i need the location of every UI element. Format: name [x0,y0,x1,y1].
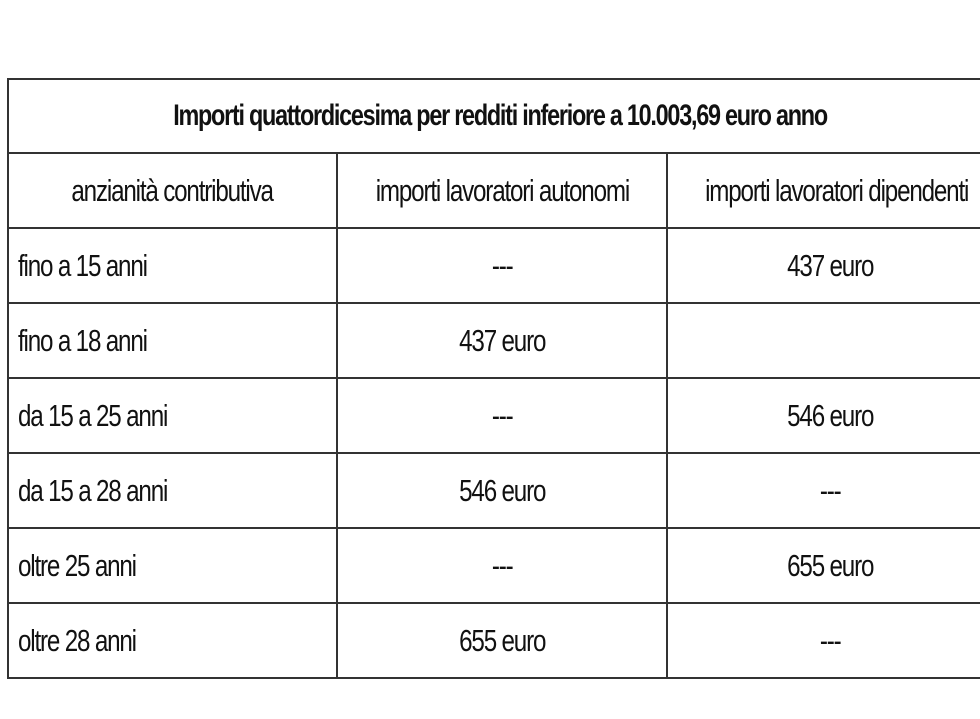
dipendenti-cell [667,303,980,378]
autonomi-cell [337,303,667,378]
header-cell-dipendenti [667,153,980,228]
row-label: da 15 a 25 anni [18,397,168,433]
table-title: Importi quattordicesima per redditi inferiore a 10.003,69 euro anno [173,99,828,132]
table-row [8,303,980,378]
row-label-cell [8,378,337,453]
autonomi-cell [337,228,667,303]
table-row [8,228,980,303]
dipendenti-value: 437 euro [786,247,874,283]
table-title-row [8,79,980,153]
table-row [8,603,980,678]
table-row [8,528,980,603]
autonomi-value: 546 euro [458,472,546,508]
table-header-row [8,153,980,228]
dipendenti-value: --- [819,472,841,508]
dipendenti-value: 546 euro [786,397,874,433]
row-label: fino a 18 anni [18,322,147,358]
dipendenti-value: 655 euro [786,547,874,583]
dipendenti-cell [667,528,980,603]
autonomi-value: --- [491,247,513,283]
header-autonomi: importi lavoratori autonomi [375,172,629,208]
quattordicesima-table [7,78,980,679]
row-label-cell [8,303,337,378]
header-anzianita: anzianità contributiva [71,172,274,208]
table-title-cell [8,79,980,153]
header-dipendenti: importi lavoratori dipendenti [705,172,969,208]
dipendenti-value: --- [819,622,841,658]
dipendenti-cell [667,453,980,528]
row-label: oltre 28 anni [18,622,136,658]
row-label-cell [8,528,337,603]
row-label: da 15 a 28 anni [18,472,168,508]
dipendenti-cell [667,378,980,453]
autonomi-cell [337,453,667,528]
header-cell-anzianita [8,153,337,228]
header-cell-autonomi [337,153,667,228]
table-row [8,378,980,453]
autonomi-cell [337,603,667,678]
quattordicesima-table-container [7,78,980,679]
row-label-cell [8,603,337,678]
autonomi-value: --- [491,397,513,433]
row-label-cell [8,228,337,303]
autonomi-value: --- [491,547,513,583]
dipendenti-cell [667,228,980,303]
dipendenti-cell [667,603,980,678]
autonomi-cell [337,378,667,453]
row-label: oltre 25 anni [18,547,136,583]
autonomi-value: 655 euro [458,622,546,658]
row-label: fino a 15 anni [18,247,147,283]
autonomi-value: 437 euro [458,322,546,358]
table-row [8,453,980,528]
row-label-cell [8,453,337,528]
autonomi-cell [337,528,667,603]
